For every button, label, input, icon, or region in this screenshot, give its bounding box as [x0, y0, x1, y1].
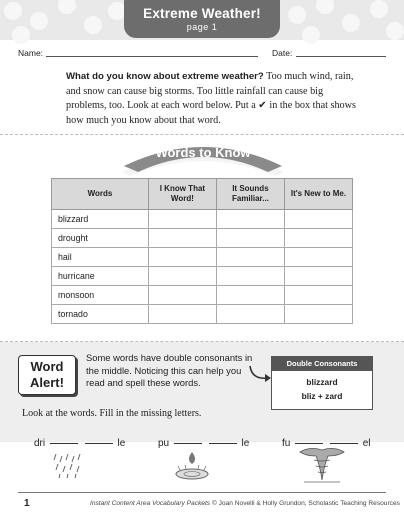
checkbox-cell[interactable]	[148, 210, 216, 229]
word-cell: monsoon	[52, 286, 149, 305]
checkbox-cell[interactable]	[216, 229, 284, 248]
intro-paragraph	[66, 70, 366, 128]
word-suffix: le	[117, 438, 126, 449]
word-cell: tornado	[52, 305, 149, 324]
table-header-row	[52, 179, 353, 210]
checkbox-cell[interactable]	[148, 267, 216, 286]
example-word: blizzard	[306, 377, 338, 387]
date-field[interactable]	[296, 56, 386, 57]
fill-in-item	[34, 438, 125, 449]
letter-blank[interactable]	[174, 443, 202, 444]
puddle-icon	[172, 450, 212, 482]
activity-instruction: Look at the words. Fill in the missing letters.	[22, 408, 202, 419]
letter-blank[interactable]	[295, 443, 323, 444]
word-cell: hail	[52, 248, 149, 267]
name-label: Name:	[18, 48, 44, 58]
double-consonants-box	[271, 356, 373, 410]
word-prefix: pu	[158, 438, 170, 449]
date-label: Date:	[272, 48, 293, 58]
word-cell: blizzard	[52, 210, 149, 229]
page-subtitle: page 1	[186, 22, 218, 32]
table-row	[52, 210, 353, 229]
word-cell: drought	[52, 229, 149, 248]
checkbox-cell[interactable]	[284, 305, 352, 324]
page-number: 1	[24, 498, 30, 509]
checkbox-cell[interactable]	[216, 305, 284, 324]
checkbox-cell[interactable]	[216, 286, 284, 305]
table-row	[52, 286, 353, 305]
column-header: It Sounds Familiar...	[216, 179, 284, 210]
decorative-dots	[0, 0, 130, 40]
funnel-cloud-icon	[298, 446, 346, 484]
word-prefix: dri	[34, 438, 46, 449]
table-row	[52, 229, 353, 248]
checkbox-cell[interactable]	[148, 248, 216, 267]
checkbox-cell[interactable]	[284, 210, 352, 229]
checkbox-cell[interactable]	[284, 229, 352, 248]
word-cell: hurricane	[52, 267, 149, 286]
footer-rule	[18, 492, 386, 493]
column-header: Words	[52, 179, 149, 210]
letter-blank[interactable]	[50, 443, 78, 444]
checkbox-cell[interactable]	[148, 286, 216, 305]
table-row	[52, 305, 353, 324]
example-split: bliz + zard	[301, 391, 343, 401]
word-suffix: el	[362, 438, 371, 449]
banner-label: Words to Know	[155, 145, 251, 160]
name-field[interactable]	[46, 56, 258, 57]
copyright-text: © Joan Novelli & Holly Grundon, Scholastic Teaching Resources	[210, 500, 400, 507]
checkbox-cell[interactable]	[148, 305, 216, 324]
words-to-know-banner	[118, 132, 288, 176]
badge-line: Word	[30, 359, 64, 374]
word-suffix: le	[241, 438, 250, 449]
column-header: I Know That Word!	[148, 179, 216, 210]
intro-body: Too much wind, rain, and snow can cause big storms. Too little rainfall can cause big problems, too. Look at each word below. Put a ✔ in the box that shows how much you know about that word.	[66, 71, 356, 126]
checkbox-cell[interactable]	[148, 229, 216, 248]
word-alert-text: Some words have double consonants in the middle. Noticing this can help you read and spell these words.	[86, 352, 253, 388]
page-title: Extreme Weather!	[143, 6, 261, 21]
checkbox-cell[interactable]	[216, 267, 284, 286]
double-consonants-title: Double Consonants	[272, 357, 372, 371]
intro-question: What do you know about extreme weather?	[66, 71, 264, 82]
title-tab	[124, 0, 280, 38]
checkbox-cell[interactable]	[216, 210, 284, 229]
vocabulary-table	[51, 178, 353, 324]
checkbox-cell[interactable]	[284, 267, 352, 286]
word-prefix: fu	[282, 438, 291, 449]
word-alert-badge	[18, 355, 76, 395]
dashed-divider	[0, 341, 404, 342]
table-row	[52, 248, 353, 267]
table-row	[52, 267, 353, 286]
footer-credit	[90, 500, 400, 507]
checkbox-cell[interactable]	[284, 248, 352, 267]
book-title: Instant Content Area Vocabulary Packets	[90, 500, 211, 507]
letter-blank[interactable]	[209, 443, 237, 444]
letter-blank[interactable]	[85, 443, 113, 444]
rain-drops-icon	[50, 452, 86, 480]
fill-in-item	[158, 438, 249, 449]
checkbox-cell[interactable]	[284, 286, 352, 305]
checkbox-cell[interactable]	[216, 248, 284, 267]
letter-blank[interactable]	[330, 443, 358, 444]
badge-line: Alert!	[30, 375, 64, 390]
decorative-dots	[282, 0, 404, 40]
column-header: It's New to Me.	[284, 179, 352, 210]
